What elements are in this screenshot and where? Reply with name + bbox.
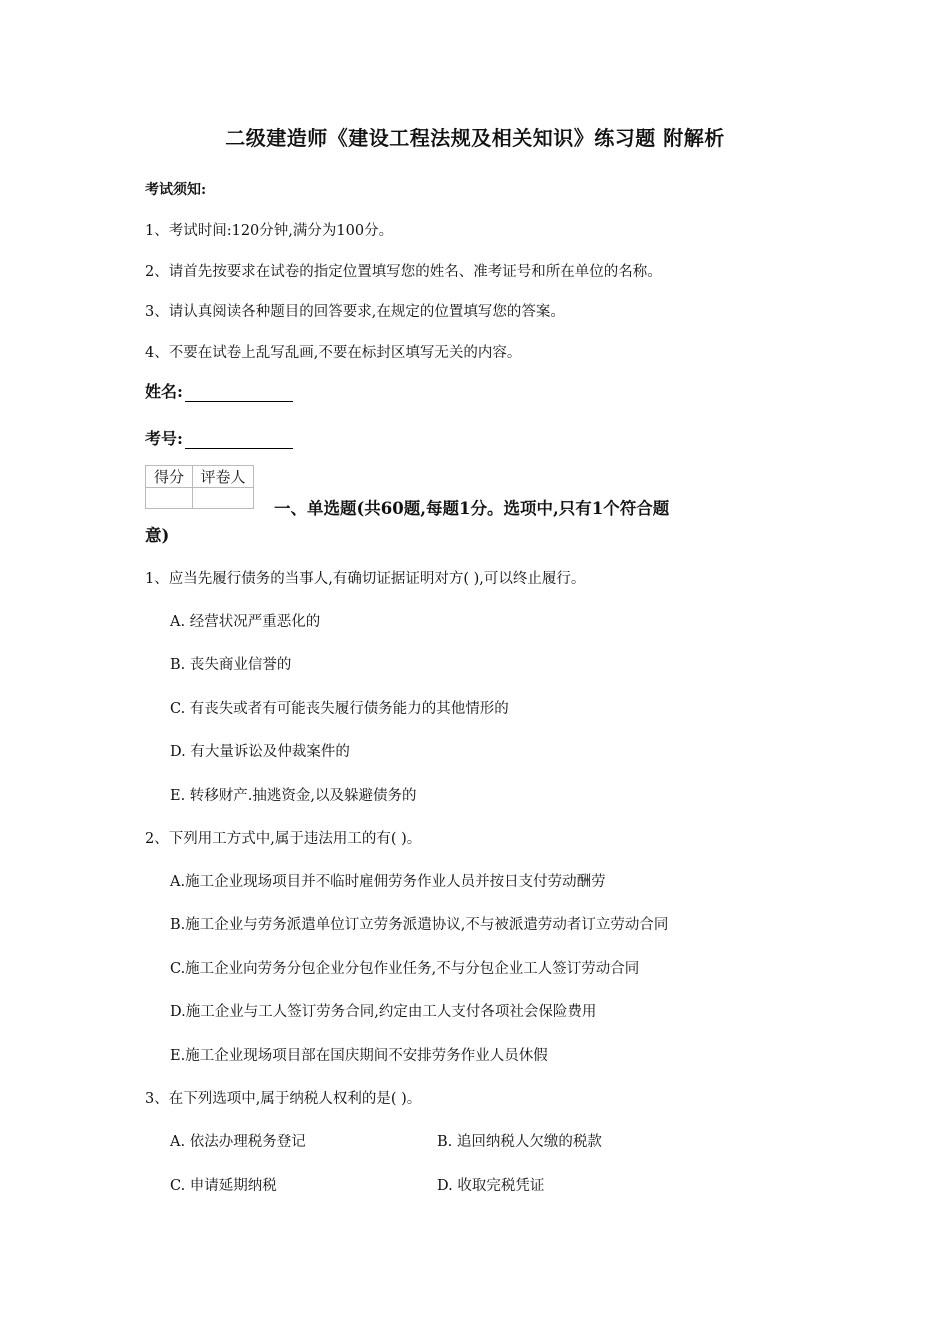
name-label: 姓名: [145,382,183,401]
question-option: C. 有丧失或者有可能丧失履行债务能力的其他情形的 [170,701,509,717]
section-heading: 一、单选题(共60题,每题1分。选项中,只有1个符合题 [274,499,670,518]
name-field[interactable] [145,379,293,402]
question-stem: 2、下列用工方式中,属于违法用工的有( )。 [145,831,422,847]
question-option: E. 转移财产.抽逃资金,以及躲避债务的 [170,788,417,804]
question-option: D. 有大量诉讼及仲裁案件的 [170,744,350,760]
question-option: C. 申请延期纳税 [170,1178,277,1194]
question-option: B. 追回纳税人欠缴的税款 [437,1134,602,1150]
page-title: 二级建造师《建设工程法规及相关知识》练习题 附解析 [225,126,725,150]
notice-item: 4、不要在试卷上乱写乱画,不要在标封区填写无关的内容。 [145,345,522,361]
score-header: 得分 [146,466,193,488]
notice-item: 1、考试时间:120分钟,满分为100分。 [145,223,394,239]
exam-id-field[interactable] [145,426,293,449]
question-option: B.施工企业与劳务派遣单位订立劳务派遣协议,不与被派遣劳动者订立劳动合同 [170,917,669,933]
question-option: D. 收取完税凭证 [437,1178,545,1194]
exam-id-label: 考号: [145,429,183,448]
question-stem: 3、在下列选项中,属于纳税人权利的是( )。 [145,1091,422,1107]
question-stem: 1、应当先履行债务的当事人,有确切证据证明对方( ),可以终止履行。 [145,571,586,587]
question-option: B. 丧失商业信誉的 [170,657,292,673]
name-blank[interactable] [185,385,293,402]
question-option: D.施工企业与工人签订劳务合同,约定由工人支付各项社会保险费用 [170,1004,597,1020]
question-option: A. 经营状况严重恶化的 [170,614,321,630]
question-option: A. 依法办理税务登记 [170,1134,306,1150]
question-option: E.施工企业现场项目部在国庆期间不安排劳务作业人员休假 [170,1048,548,1064]
exam-id-blank[interactable] [185,432,293,449]
grader-header: 评卷人 [193,466,254,488]
notice-item: 2、请首先按要求在试卷的指定位置填写您的姓名、准考证号和所在单位的名称。 [145,264,662,280]
section-heading-cont: 意) [145,526,170,545]
notice-heading: 考试须知: [145,182,207,198]
score-table [145,465,254,509]
score-cell[interactable] [146,488,193,509]
notice-item: 3、请认真阅读各种题目的回答要求,在规定的位置填写您的答案。 [145,304,565,320]
grader-cell[interactable] [193,488,254,509]
question-option: C.施工企业向劳务分包企业分包作业任务,不与分包企业工人签订劳动合同 [170,961,640,977]
question-option: A.施工企业现场项目并不临时雇佣劳务作业人员并按日支付劳动酬劳 [170,874,606,890]
